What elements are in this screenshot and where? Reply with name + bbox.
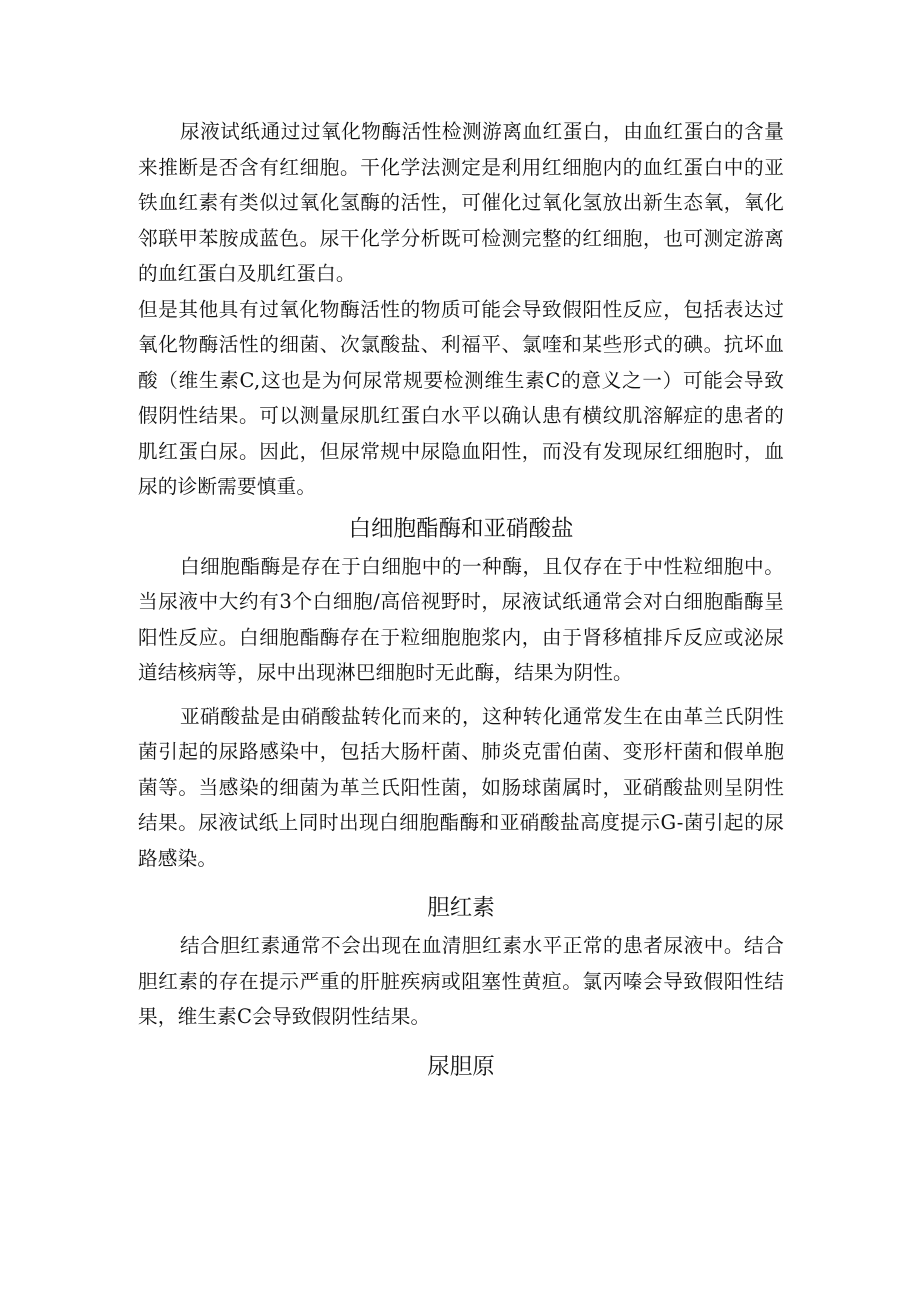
paragraph-nitrite: 亚硝酸盐是由硝酸盐转化而来的，这种转化通常发生在由革兰氏阴性菌引起的尿路感染中，包括大肠杆菌、肺炎克雷伯菌、变形杆菌和假单胞菌等。当感染的细菌为革兰氏阳性菌，如肠球菌属时，亚硝酸盐则呈阴性结果。尿液试纸上同时出现白细胞酯酶和亚硝酸盐高度提示G-菌引起的尿路感染。 [138, 704, 784, 870]
heading-leukocyte-esterase-nitrite: 白细胞酯酶和亚硝酸盐 [348, 515, 574, 542]
paragraph-bilirubin: 结合胆红素通常不会出现在血清胆红素水平正常的患者尿液中。结合胆红素的存在提示严重的肝脏疾病或阻塞性黄疸。氯丙嗪会导致假阳性结果，维生素C会导致假阴性结果。 [138, 934, 784, 1028]
paragraph-occult-blood-method: 尿液试纸通过过氧化物酶活性检测游离血红蛋白，由血红蛋白的含量来推断是否含有红细胞。干化学法测定是利用红细胞内的血红蛋白中的亚铁血红素有类似过氧化氢酶的活性，可催化过氧化氢放出新生态氧，氧化邻联甲苯胺成蓝色。尿干化学分析既可检测完整的红细胞，也可测定游离的血红蛋白及肌红蛋白。 [138, 120, 784, 285]
heading-urobilinogen: 尿胆原 [427, 1053, 495, 1080]
paragraph-occult-blood-interference: 但是其他具有过氧化物酶活性的物质可能会导致假阳性反应，包括表达过氧化物酶活性的细菌、次氯酸盐、利福平、氯喹和某些形式的碘。抗坏血酸（维生素C,这也是为何尿常规要检测维生素C的意义之一）可能会导致假阴性结果。可以测量尿肌红蛋白水平以确认患有横纹肌溶解症的患者的肌红蛋白尿。因此，但尿常规中尿隐血阳性，而没有发现尿红细胞时，血尿的诊断需要慎重。 [138, 297, 784, 498]
heading-bilirubin: 胆红素 [427, 895, 495, 921]
document-body [138, 114, 784, 1087]
paragraph-leukocyte-esterase: 白细胞酯酶是存在于白细胞中的一种酶，且仅存在于中性粒细胞中。当尿液中大约有3个白细胞/高倍视野时，尿液试纸通常会对白细胞酯酶呈阳性反应。白细胞酯酶存在于粒细胞胞浆内，由于肾移植排斥反应或泌尿道结核病等，尿中出现淋巴细胞时无此酶，结果为阴性。 [138, 554, 784, 684]
